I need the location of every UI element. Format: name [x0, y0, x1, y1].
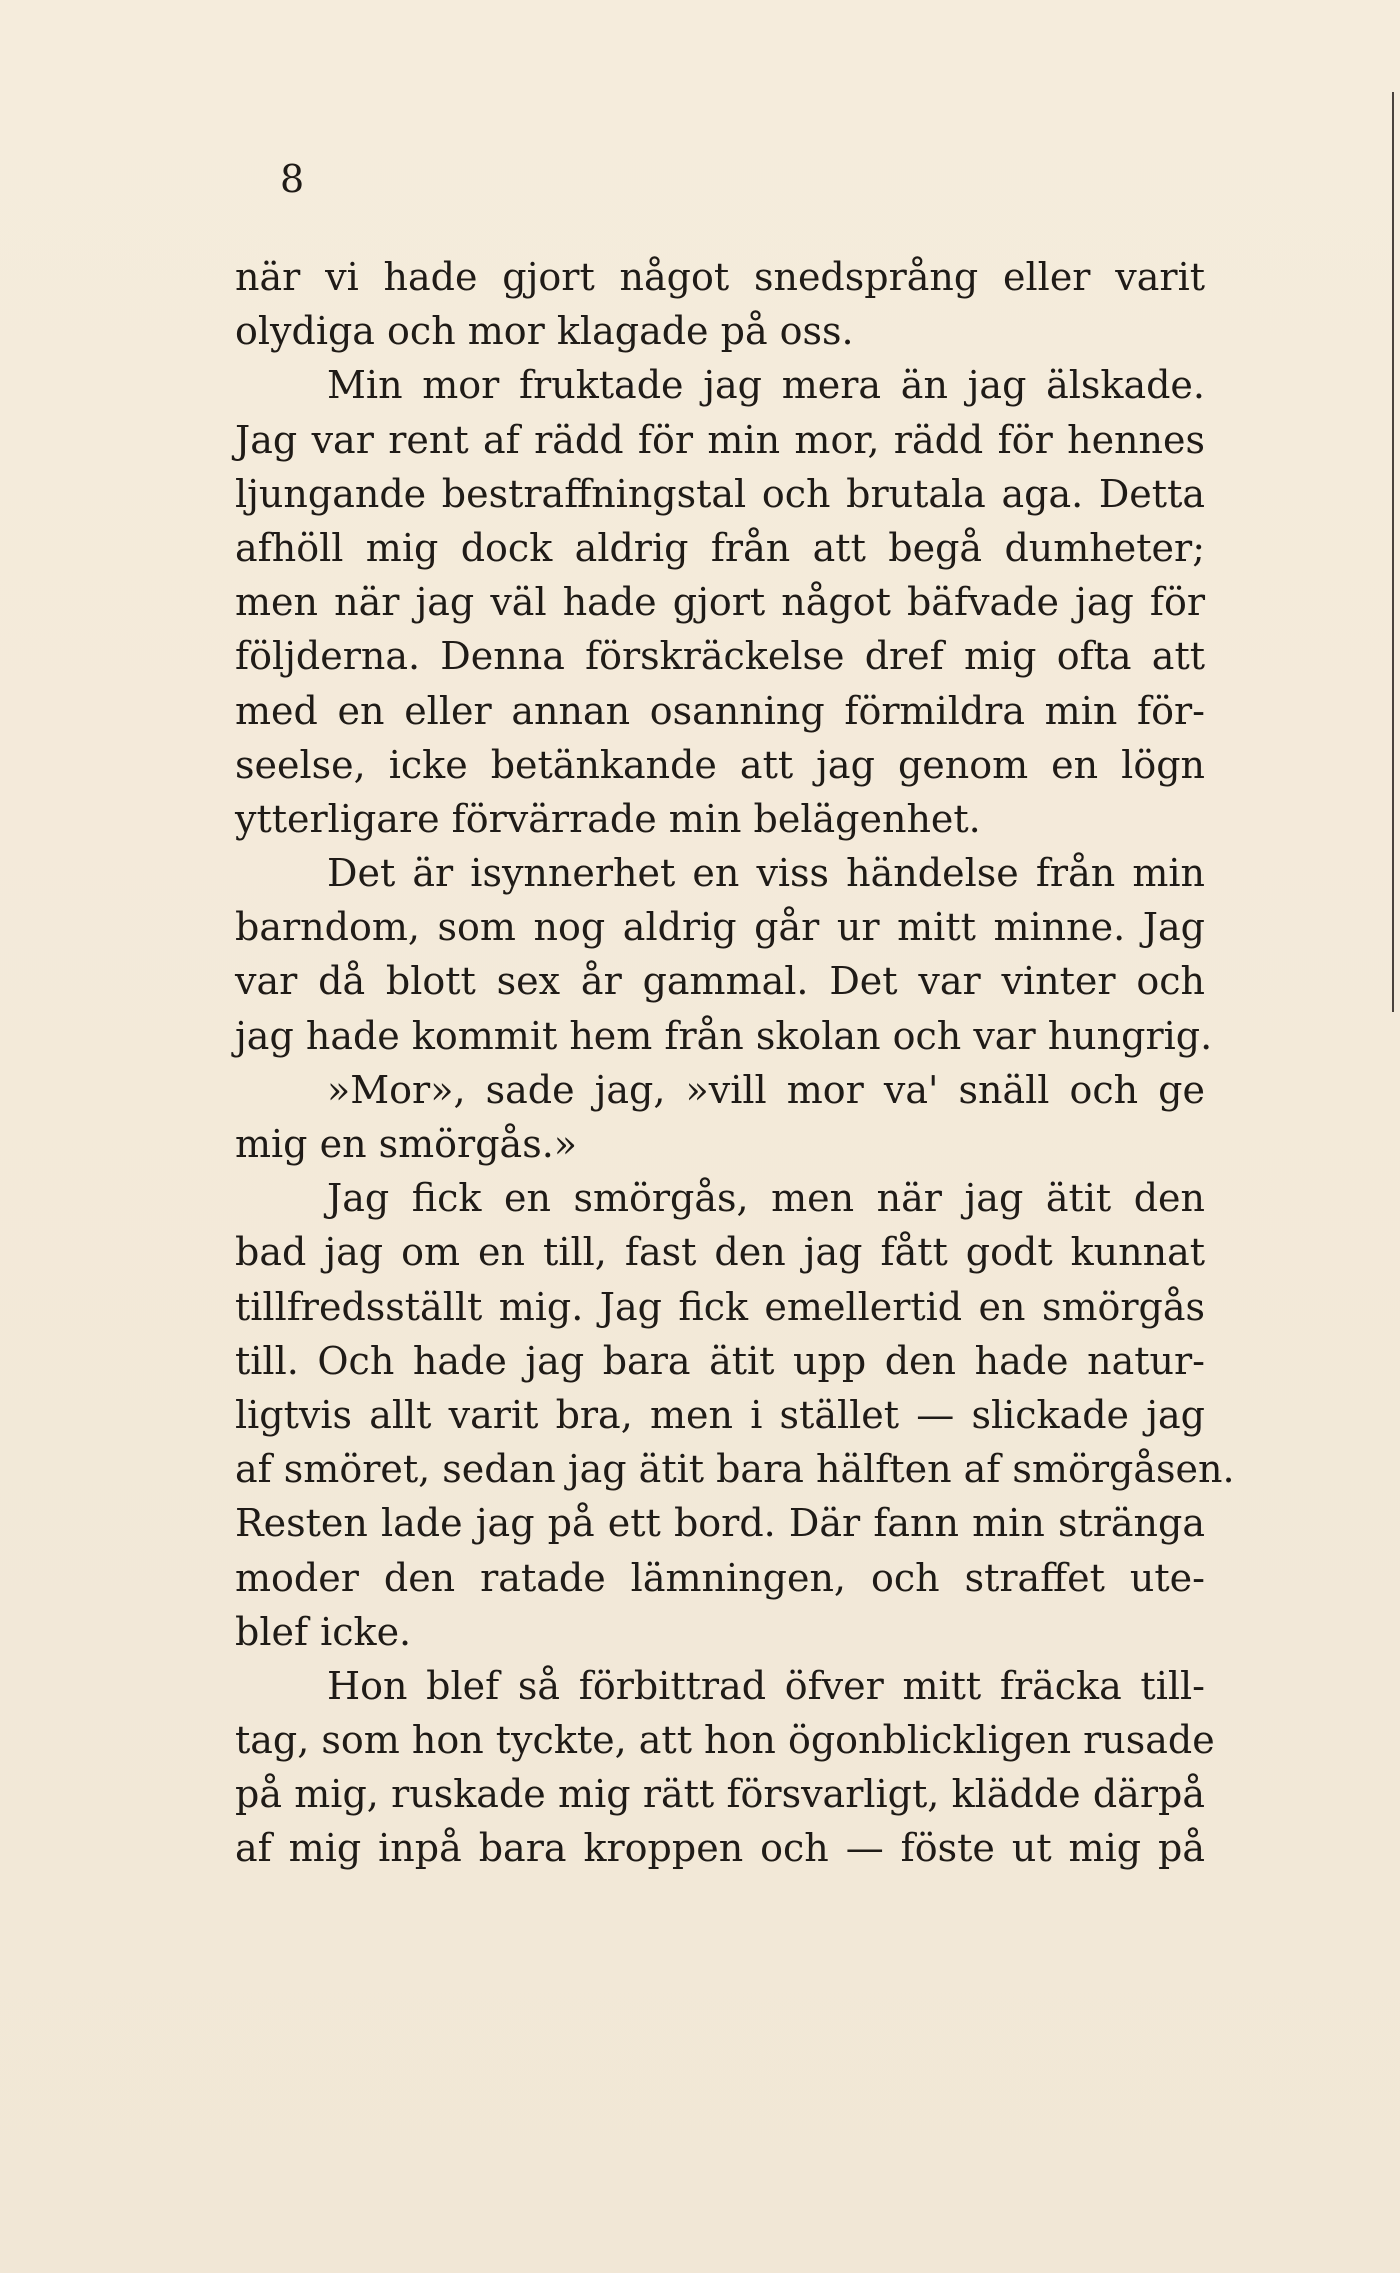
- text-line: »Mor», sade jag, »vill mor va' snäll och ge: [327, 1067, 1205, 1112]
- text-line: barndom, som nog aldrig går ur mitt minne. Jag: [235, 905, 1205, 950]
- page-edge-line: [1392, 92, 1394, 1012]
- text-line: ljungande bestraffningstal och brutala aga. Detta: [235, 471, 1205, 516]
- text-line: ytterligare förvärrade min belägenhet.: [235, 796, 981, 841]
- text-line: tag, som hon tyckte, att hon ögonblickligen rusade: [235, 1718, 1215, 1763]
- text-line: Hon blef så förbittrad öfver mitt fräcka till-: [327, 1663, 1205, 1708]
- text-line: ligtvis allt varit bra, men i stället — slickade jag: [235, 1392, 1205, 1437]
- text-line: afhöll mig dock aldrig från att begå dumheter;: [235, 525, 1205, 570]
- text-line: olydiga och mor klagade på oss.: [235, 309, 854, 354]
- text-line: med en eller annan osanning förmildra min för-: [235, 688, 1205, 733]
- text-line: Min mor fruktade jag mera än jag älskade.: [327, 363, 1205, 408]
- text-line: tillfredsställt mig. Jag fick emellertid en smörgås: [235, 1284, 1205, 1329]
- text-line: men när jag väl hade gjort något bäfvade jag för: [235, 580, 1205, 625]
- text-line: Det är isynnerhet en viss händelse från min: [327, 851, 1205, 896]
- text-line: mig en smörgås.»: [235, 1122, 578, 1166]
- text-line: följderna. Denna förskräckelse dref mig ofta att: [235, 634, 1205, 679]
- text-line: af smöret, sedan jag ätit bara hälften af smörgåsen.: [235, 1447, 1235, 1492]
- text-line: var då blott sex år gammal. Det var vinter och: [235, 959, 1205, 1004]
- text-line: af mig inpå bara kroppen och — föste ut mig på: [235, 1826, 1205, 1871]
- body-text: [235, 250, 1235, 1876]
- text-line: blef icke.: [235, 1609, 412, 1654]
- text-line: till. Och hade jag bara ätit upp den hade natur-: [235, 1338, 1205, 1383]
- text-line: Resten lade jag på ett bord. Där fann min stränga: [235, 1501, 1205, 1546]
- page-number: 8: [280, 157, 305, 201]
- text-line: seelse, icke betänkande att jag genom en lögn: [235, 742, 1205, 787]
- text-line: moder den ratade lämningen, och straffet ute-: [235, 1555, 1205, 1600]
- text-line: Jag fick en smörgås, men när jag ätit den: [327, 1176, 1205, 1221]
- text-line: bad jag om en till, fast den jag fått godt kunnat: [235, 1230, 1205, 1275]
- text-line: när vi hade gjort något snedsprång eller varit: [235, 255, 1205, 299]
- text-line: på mig, ruskade mig rätt försvarligt, klädde därpå: [235, 1772, 1205, 1817]
- text-line: jag hade kommit hem från skolan och var hungrig.: [235, 1013, 1213, 1058]
- text-line: Jag var rent af rädd för min mor, rädd för hennes: [235, 417, 1205, 462]
